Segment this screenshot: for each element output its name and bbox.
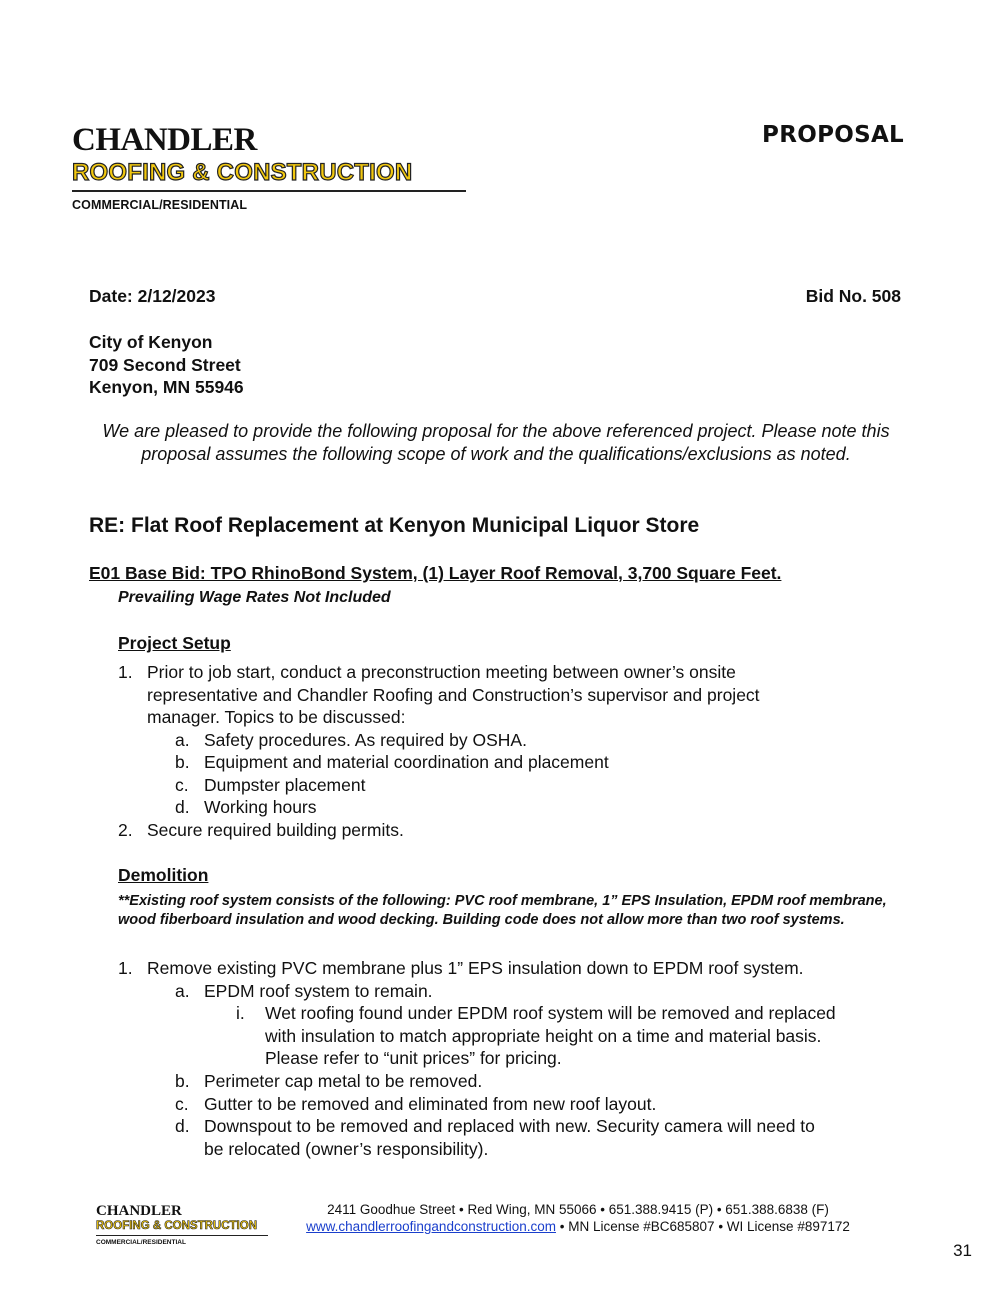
list-text: Remove existing PVC membrane plus 1” EPS insulation down to EPDM roof system. <box>147 958 804 978</box>
address-line: 709 Second Street <box>89 354 241 375</box>
list-marker: c. <box>175 1094 189 1114</box>
list-text: EPDM roof system to remain. <box>204 981 433 1001</box>
footer-contact <box>280 1201 876 1235</box>
footer-logo-name: CHANDLER <box>96 1203 182 1219</box>
page-number: 31 <box>953 1241 972 1260</box>
list-item <box>118 661 736 684</box>
footer-logo-divider <box>96 1235 268 1236</box>
list-item-continued: manager. Topics to be discussed: <box>147 707 406 727</box>
list-text: Secure required building permits. <box>147 820 404 840</box>
list-item <box>175 980 433 1003</box>
proposal-date: Date: 2/12/2023 <box>89 286 216 306</box>
list-item <box>175 1115 815 1138</box>
logo-subtitle: COMMERCIAL/RESIDENTIAL <box>72 198 248 212</box>
list-item <box>118 819 404 842</box>
list-marker: b. <box>175 1071 190 1091</box>
list-marker: d. <box>175 1116 190 1136</box>
base-bid-title: E01 Base Bid: TPO RhinoBond System, (1) Layer Roof Removal, 3,700 Square Feet. <box>89 563 782 583</box>
list-marker: c. <box>175 775 189 795</box>
list-marker: b. <box>175 752 190 772</box>
address-line: City of Kenyon <box>89 332 213 352</box>
list-marker: 1. <box>118 662 133 682</box>
list-marker: a. <box>175 981 190 1001</box>
section-heading-demolition: Demolition <box>118 865 209 885</box>
list-marker: 2. <box>118 820 133 840</box>
list-marker: i. <box>236 1003 245 1023</box>
list-text: Safety procedures. As required by OSHA. <box>204 730 527 750</box>
list-item <box>175 1070 482 1093</box>
list-text: Dumpster placement <box>204 775 366 795</box>
list-text: Equipment and material coordination and placement <box>204 752 609 772</box>
project-subject: RE: Flat Roof Replacement at Kenyon Municipal Liquor Store <box>89 514 700 537</box>
list-text: Prior to job start, conduct a preconstruction meeting between owner’s onsite <box>147 662 736 682</box>
footer-logo <box>96 1203 268 1246</box>
list-item <box>175 774 365 797</box>
list-text: Downspout to be removed and replaced with new. Security camera will need to <box>204 1116 815 1136</box>
list-item-continued: be relocated (owner’s responsibility). <box>204 1139 489 1159</box>
footer-license: • MN License #BC685807 • WI License #897172 <box>556 1219 850 1234</box>
prevailing-wage-note: Prevailing Wage Rates Not Included <box>118 589 391 606</box>
company-logo <box>72 122 466 212</box>
list-item-continued: representative and Chandler Roofing and Construction’s supervisor and project <box>147 685 760 705</box>
logo-tagline: ROOFING & CONSTRUCTION <box>72 159 413 186</box>
list-text: Gutter to be removed and eliminated from new roof layout. <box>204 1094 657 1114</box>
website-link[interactable]: www.chandlerroofingandconstruction.com <box>306 1219 556 1234</box>
document-title: PROPOSAL <box>762 122 904 148</box>
recipient-address <box>89 331 244 399</box>
list-item-continued: Please refer to “unit prices” for pricing. <box>265 1048 562 1068</box>
bid-number: Bid No. 508 <box>805 286 901 306</box>
list-marker: a. <box>175 730 190 750</box>
logo-name: CHANDLER <box>72 122 257 158</box>
footer-logo-tagline: ROOFING & CONSTRUCTION <box>96 1220 257 1232</box>
list-item-continued: with insulation to match appropriate height on a time and material basis. <box>265 1026 822 1046</box>
intro-paragraph: We are pleased to provide the following proposal for the above referenced project. Please note this proposal assumes the following scope of work and the qualifications/exclusions as noted. <box>102 421 890 464</box>
list-item <box>175 1093 656 1116</box>
list-text: Wet roofing found under EPDM roof system will be removed and replaced <box>265 1003 836 1023</box>
logo-divider <box>72 190 466 192</box>
footer-logo-subtitle: COMMERCIAL/RESIDENTIAL <box>96 1239 186 1246</box>
list-item <box>175 796 317 819</box>
list-item <box>236 1002 836 1025</box>
list-item <box>118 957 804 980</box>
address-line: Kenyon, MN 55946 <box>89 377 244 397</box>
list-text: Perimeter cap metal to be removed. <box>204 1071 483 1091</box>
list-item <box>175 729 527 752</box>
list-marker: d. <box>175 797 190 817</box>
footer-license-line <box>280 1218 876 1235</box>
list-item <box>175 751 609 774</box>
footer-address: 2411 Goodhue Street • Red Wing, MN 55066 • 651.388.9415 (P) • 651.388.6838 (F) <box>327 1202 829 1217</box>
section-heading-project-setup: Project Setup <box>118 633 231 653</box>
list-text: Working hours <box>204 797 317 817</box>
list-marker: 1. <box>118 958 133 978</box>
existing-roof-note: **Existing roof system consists of the following: PVC roof membrane, 1” EPS Insulation, EPDM roof membrane, wood fiberboard insulation and wood decking. Building code does not allow more than two roof systems. <box>118 893 887 928</box>
